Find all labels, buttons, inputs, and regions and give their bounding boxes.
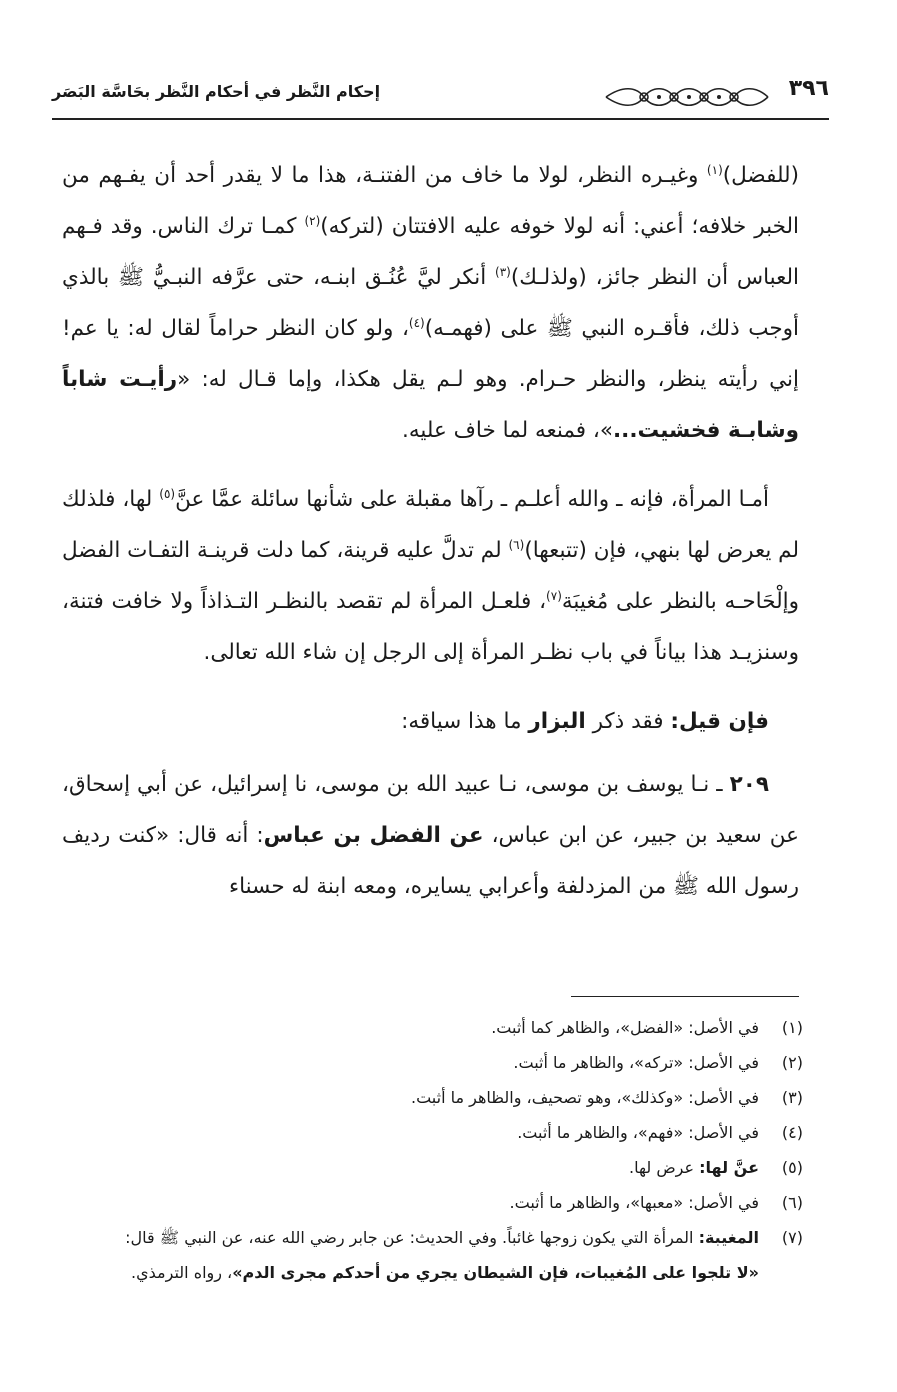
footnote-5 xyxy=(62,1150,803,1185)
running-header xyxy=(52,76,829,116)
footnote-ref[interactable]: (٧) xyxy=(546,588,562,603)
text-span: كمـا ترك الناس. وقد فـهم العباس أن النظر جائز، (ولذلـك) xyxy=(62,214,799,290)
footnote-number: (٤) xyxy=(781,1123,803,1142)
page-number: ٣٩٦ xyxy=(788,76,829,101)
main-text xyxy=(62,150,799,912)
hadith-number: ٢٠٩ xyxy=(729,772,769,797)
footnote-number: (٧) xyxy=(781,1228,803,1247)
paragraph-1 xyxy=(62,150,799,456)
footnote-3 xyxy=(62,1080,803,1115)
text-span: أنكر ليَّ عُنُـق ابنـه، حتى عرَّفه النبـيُّ ﷺ بالذي أوجب ذلك، فأقـره النبي ﷺ على (فهمـه) xyxy=(62,265,799,341)
footnotes xyxy=(62,1010,803,1290)
header-divider xyxy=(52,118,829,120)
footnote-ref[interactable]: (٢) xyxy=(304,213,321,228)
objection-label: فإن قيل: xyxy=(670,709,769,734)
footnote-text: المرأة التي يكون زوجها غائباً. وفي الحديث: عن جابر رضي الله عنه، عن النبي ﷺ قال: xyxy=(125,1228,699,1247)
footnote-number: (٢) xyxy=(781,1053,803,1072)
footnote-ref[interactable]: (٤) xyxy=(408,315,425,330)
text-span: فقد ذكر xyxy=(585,709,671,734)
text-span: ما هذا سياقه: xyxy=(401,709,529,734)
footnote-hadith-bold: «لا تلجوا على المُغيبات، فإن الشيطان يجري من أحدكم مجرى الدم» xyxy=(232,1263,759,1282)
footnote-text: في الأصل: «وكذلك»، وهو تصحيف، والظاهر ما أثبت. xyxy=(410,1088,759,1107)
header-title: إحكام النَّظر في أحكام النَّظر بحَاسَّة البَصَر xyxy=(52,82,381,101)
narrator-bold: عن الفضل بن عباس xyxy=(263,823,484,848)
footnote-ref[interactable]: (٦) xyxy=(508,537,525,552)
footnote-term: عنَّ لها: xyxy=(699,1158,759,1177)
paragraph-2 xyxy=(62,474,799,678)
quoted-hadith-bold: رأيـت شاباً وشابـة فخشيت... xyxy=(62,367,799,443)
footnote-text: في الأصل: «فهم»، والظاهر ما أثبت. xyxy=(517,1123,759,1142)
footnote-number: (١) xyxy=(781,1018,803,1037)
paragraph-4 xyxy=(62,759,799,912)
text-span: : أنه قال: «كنت رديف رسول الله ﷺ من المزدلفة وأعرابي يسايره، ومعه ابنة له حسناء xyxy=(62,823,799,899)
footnote-text: عرض لها. xyxy=(629,1158,700,1177)
text-span: (للفضل) xyxy=(722,163,799,188)
text-span: لها، فلذلك لم يعرض لها بنهي، فإن (تتبعها) xyxy=(62,487,799,563)
footnote-ref[interactable]: (٣) xyxy=(495,264,511,279)
header-ornament-icon xyxy=(602,84,772,110)
paragraph-3 xyxy=(62,696,799,747)
text-span: لم تدلَّ عليه قرينة، كما دلت قرينـة التفـات الفضل وإلْحَاحـه بالنظر على مُغيبَة xyxy=(61,538,799,614)
footnote-2 xyxy=(62,1045,803,1080)
text-span: ، ولو كان النظر حراماً لقال له: يا عم! إني رأيته ينظر، والنظر حـرام. وهو لـم يقل هكذا، وإما قـال له: « xyxy=(62,316,799,392)
footnote-text: ، رواه الترمذي. xyxy=(131,1263,233,1282)
footnote-text: في الأصل: «الفضل»، والظاهر كما أثبت. xyxy=(491,1018,759,1037)
footnote-ref[interactable]: (١) xyxy=(706,162,723,177)
footnote-ref[interactable]: (٥) xyxy=(159,486,176,501)
footnote-6 xyxy=(62,1185,803,1220)
footnote-number: (٦) xyxy=(781,1193,803,1212)
source-name: البزار xyxy=(528,709,586,734)
footnote-number: (٣) xyxy=(781,1088,803,1107)
footnote-term: المغيبة: xyxy=(698,1228,759,1247)
text-span: أمـا المرأة، فإنه ـ والله أعلـم ـ رآها مقبلة على شأنها سائلة عمَّا عنَّ xyxy=(175,487,769,512)
text-span: ، فلعـل المرأة لم تقصد بالنظـر التـذاذاً ولا خافت فتنة، وسنزيـد هذا بياناً في باب نظـر المرأة إلى الرجل إن شاء الله تعالى. xyxy=(62,589,799,665)
footnote-text: في الأصل: «تركه»، والظاهر ما أثبت. xyxy=(513,1053,759,1072)
footnote-divider xyxy=(571,996,799,997)
text-span: وغيـره النظر، لولا ما خاف من الفتنـة، هذا ما لا يقدر أحد أن يفـهم من الخبر خلافه؛ أعني: أنه لولا خوفه عليه الافتتان (لتركه) xyxy=(62,163,799,239)
footnote-7 xyxy=(62,1220,803,1255)
footnote-7-continuation xyxy=(62,1255,803,1290)
footnote-number: (٥) xyxy=(781,1158,803,1177)
text-span: »، فمنعه لما خاف عليه. xyxy=(402,418,613,443)
footnote-text: في الأصل: «معبها»، والظاهر ما أثبت. xyxy=(509,1193,759,1212)
footnote-4 xyxy=(62,1115,803,1150)
footnote-1 xyxy=(62,1010,803,1045)
text-span: ـ نـا يوسف بن موسى، نـا عبيد الله بن موسى، نا إسرائيل، عن أبي إسحاق، عن سعيد بن جبير، عن ابن عباس، xyxy=(62,772,799,848)
